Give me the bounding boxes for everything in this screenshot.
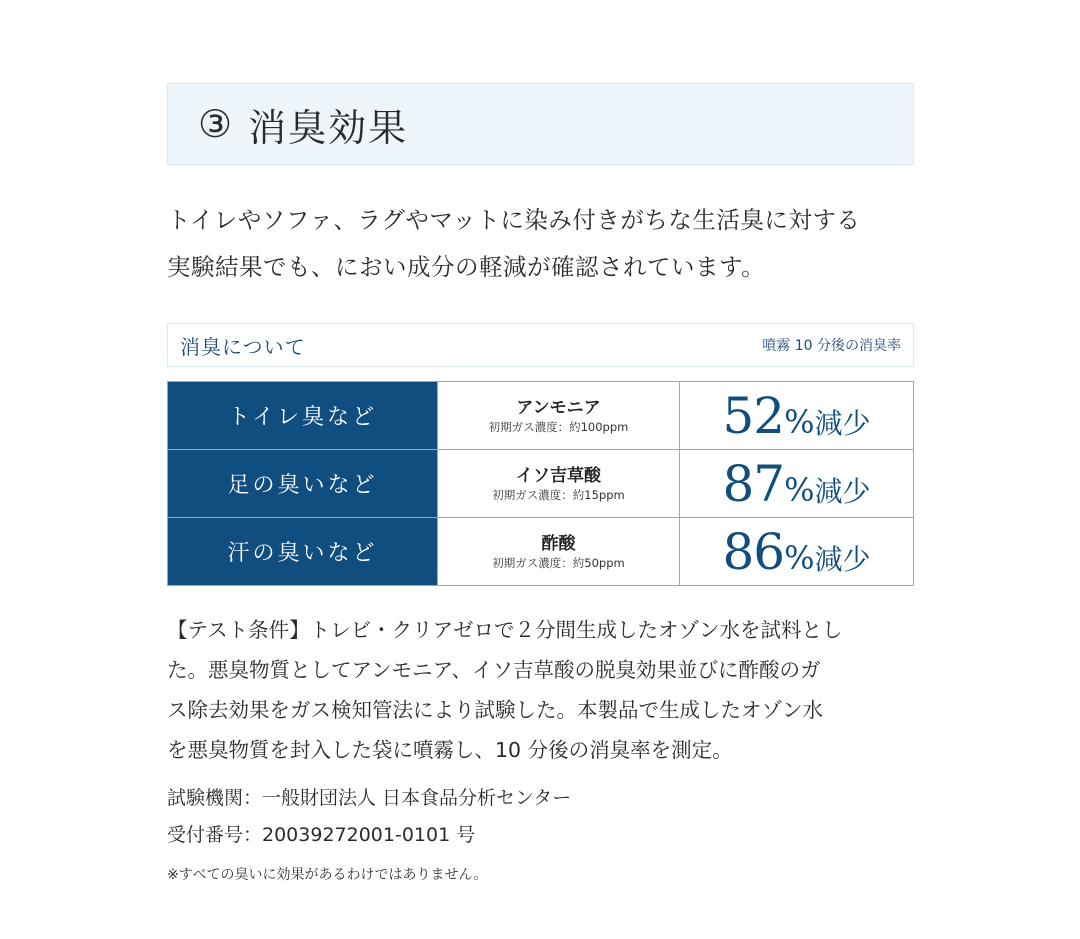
initial-concentration: 初期ガス濃度：約50ppm <box>492 555 625 570</box>
odor-category: 足の臭いなど <box>168 450 438 518</box>
reduction-percent: 86 <box>722 522 785 581</box>
substance-cell <box>438 450 680 518</box>
reduction-percent: 52 <box>722 386 785 445</box>
conditions-line: た。悪臭物質としてアンモニア、イソ吉草酸の脱臭効果並びに酢酸のガ <box>167 658 821 682</box>
disclaimer-note: ※すべての臭いに効果があるわけではありません。 <box>167 867 488 883</box>
reduction-cell <box>680 450 914 518</box>
results-table <box>167 381 914 586</box>
substance-name: アンモニア <box>516 397 601 418</box>
test-conditions <box>167 610 914 770</box>
table-header-title: 消臭について <box>180 334 306 359</box>
conditions-line: を悪臭物質を封入した袋に噴霧し、10 分後の消臭率を測定。 <box>167 738 733 762</box>
deodorizing-section <box>167 83 914 884</box>
odor-category: 汗の臭いなど <box>168 518 438 586</box>
odor-category: トイレ臭など <box>168 382 438 450</box>
substance-cell <box>438 518 680 586</box>
section-heading <box>167 83 914 165</box>
reduction-label: 減少 <box>814 406 871 440</box>
percent-sign: % <box>784 402 815 441</box>
substance-name: イソ吉草酸 <box>516 465 601 486</box>
percent-sign: % <box>784 538 815 577</box>
substance-name: 酢酸 <box>541 533 576 554</box>
reduction-cell <box>680 382 914 450</box>
reduction-label: 減少 <box>814 542 871 576</box>
table-row <box>168 518 914 586</box>
table-row <box>168 450 914 518</box>
conditions-line: 【テスト条件】トレビ・クリアゼロで２分間生成したオゾン水を試料とし <box>167 618 843 642</box>
reduction-cell <box>680 518 914 586</box>
receipt-number: 受付番号：20039272001-0101 号 <box>167 824 476 846</box>
initial-concentration: 初期ガス濃度：約15ppm <box>492 487 625 502</box>
reduction-label: 減少 <box>814 474 871 508</box>
substance-cell <box>438 382 680 450</box>
table-header <box>167 323 914 367</box>
initial-concentration: 初期ガス濃度：約100ppm <box>488 419 629 434</box>
section-number: ③ <box>198 102 233 146</box>
section-title: 消臭効果 <box>248 105 409 150</box>
intro-line: 実験結果でも、におい成分の軽減が確認されています。 <box>167 253 766 281</box>
intro-line: トイレやソファ、ラグやマットに染み付きがちな生活臭に対する <box>167 206 861 234</box>
percent-sign: % <box>784 470 815 509</box>
table-row <box>168 382 914 450</box>
reduction-percent: 87 <box>722 454 785 513</box>
conditions-line: ス除去効果をガス検知管法により試験した。本製品で生成したオゾン水 <box>167 698 823 722</box>
table-header-caption: 噴霧 10 分後の消臭率 <box>762 338 901 354</box>
test-info <box>167 780 914 854</box>
testing-institution: 試験機関：一般財団法人 日本食品分析センター <box>167 787 572 809</box>
intro-text <box>167 197 914 291</box>
